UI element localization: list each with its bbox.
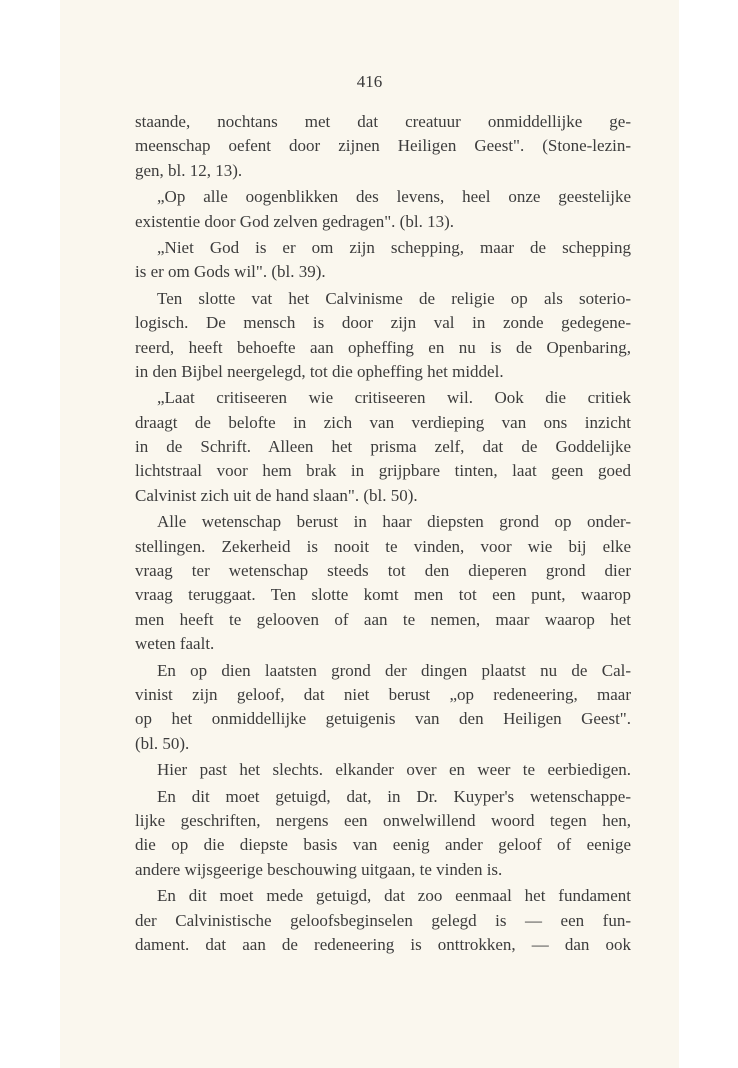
text-line: staande, nochtans met dat creatuur onmiddellijke ge- xyxy=(135,112,631,131)
text-line: „Op alle oogenblikken des levens, heel onze geestelijke xyxy=(157,187,631,207)
text-line: lichtstraal voor hem brak in grijpbare tinten, laat geen goed xyxy=(135,461,631,481)
text-line: der Calvinistische geloofsbeginselen gelegd is — een fun- xyxy=(135,910,631,930)
text-line: En dit moet mede getuigd, dat zoo eenmaal het fundament xyxy=(157,886,631,906)
text-line: is er om Gods wil". (bl. 39). xyxy=(135,262,326,282)
text-line: Hier past het slechts. elkander over en weer te eerbiedigen. xyxy=(157,760,631,780)
text-line: in den Bijbel neergelegd, tot die opheffing het middel. xyxy=(135,361,504,381)
page-number: 416 xyxy=(356,72,383,91)
body-text xyxy=(135,110,631,957)
text-line: stellingen. Zekerheid is nooit te vinden, voor wie bij elke xyxy=(135,536,631,556)
text-line: „Laat critiseeren wie critiseeren wil. Ook die critiek xyxy=(157,388,631,408)
text-line: vinist zijn geloof, dat niet berust „op redeneering, maar xyxy=(135,684,631,704)
text-line: logisch. De mensch is door zijn val in zonde gedegene- xyxy=(135,313,631,333)
text-line: andere wijsgeerige beschouwing uitgaan, te vinden is. xyxy=(135,859,503,879)
text-line: weten faalt. xyxy=(135,634,215,654)
text-line: „Niet God is er om zijn schepping, maar de schepping xyxy=(157,237,631,257)
text-line: men heeft te gelooven of aan te nemen, maar waarop het xyxy=(135,609,631,629)
text-line: dament. dat aan de redeneering is onttrokken, — dan ook xyxy=(135,934,631,954)
text-line: op het onmiddellijke getuigenis van den Heiligen Geest". xyxy=(135,709,631,729)
text-line: draagt de belofte in zich van verdieping van ons inzicht xyxy=(135,412,631,432)
text-line: meenschap oefent door zijnen Heiligen Geest". (Stone-lezin- xyxy=(135,136,631,156)
text-line: existentie door God zelven gedragen". (bl. 13). xyxy=(135,211,454,231)
text-line: Ten slotte vat het Calvinisme de religie op als soterio- xyxy=(157,288,631,308)
text-line: reerd, heeft behoefte aan opheffing en nu is de Openbaring, xyxy=(135,337,631,357)
text-line: in de Schrift. Alleen het prisma zelf, dat de Goddelijke xyxy=(135,437,631,457)
text-line: En op dien laatsten grond der dingen plaatst nu de Cal- xyxy=(157,660,631,680)
text-line: (bl. 50). xyxy=(135,733,190,753)
text-line: vraag teruggaat. Ten slotte komt men tot een punt, waarop xyxy=(135,585,631,605)
text-line: Calvinist zich uit de hand slaan". (bl. 50). xyxy=(135,485,418,505)
text-line: Alle wetenschap berust in haar diepsten grond op onder- xyxy=(157,512,631,532)
text-line: die op die diepste basis van eenig ander geloof of eenige xyxy=(135,835,631,855)
text-line: gen, bl. 12, 13). xyxy=(135,160,243,180)
text-line: En dit moet getuigd, dat, in Dr. Kuyper's wetenschappe- xyxy=(157,786,631,806)
text-line: vraag ter wetenschap steeds tot den dieperen grond dier xyxy=(135,561,631,581)
book-page xyxy=(60,0,679,1068)
text-line: lijke geschriften, nergens een onwelwillend woord tegen hen, xyxy=(135,810,631,830)
